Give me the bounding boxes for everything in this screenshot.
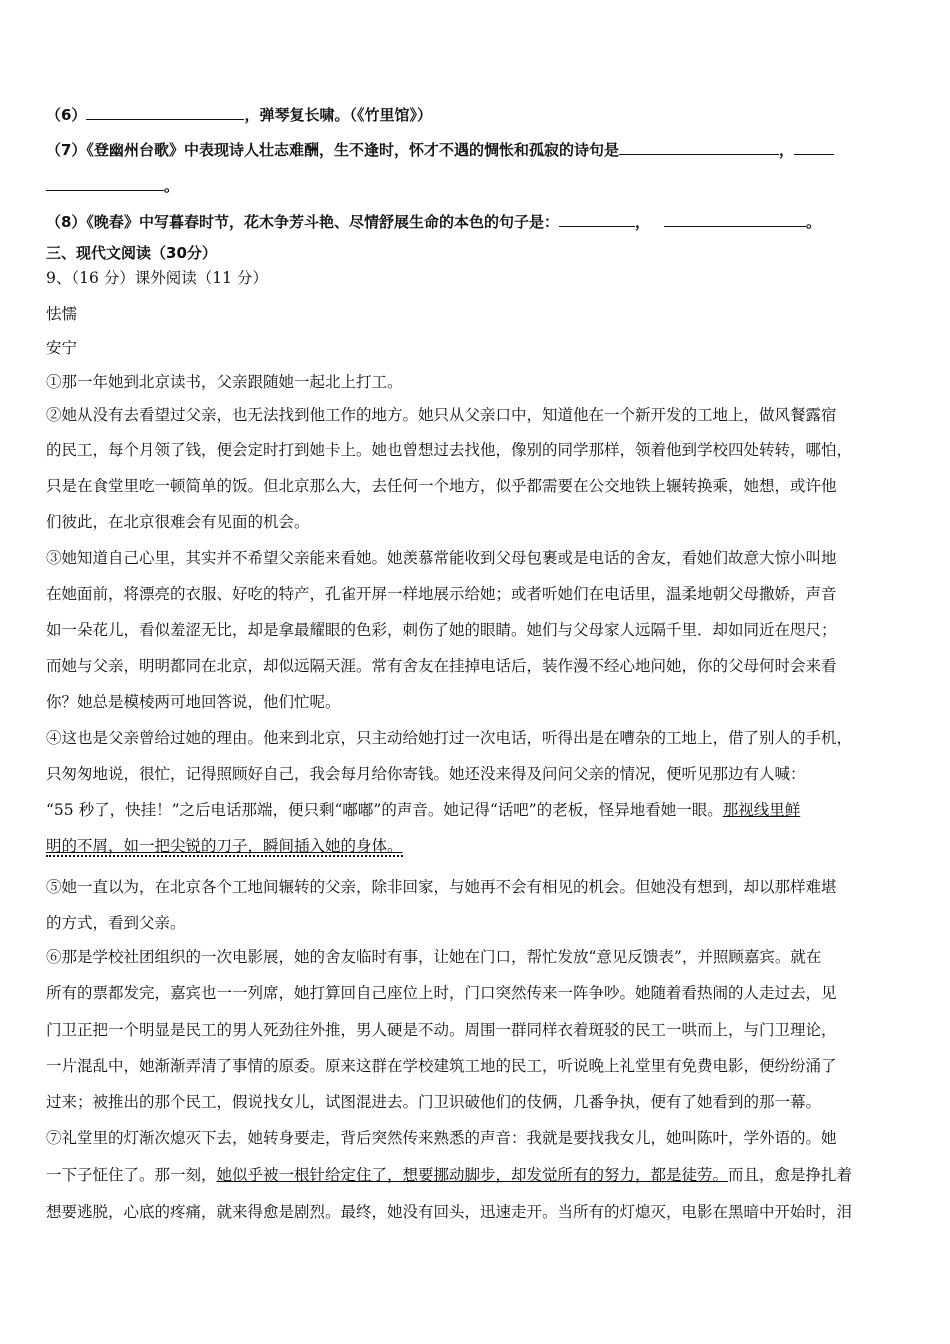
q7-end: 。 — [164, 177, 180, 195]
paragraph-6-line: 一片混乱中，她渐渐弄清了事情的原委。原来这群在学校建筑工地的民工，听说晚上礼堂里有免费电影，便纷纷涌了 — [46, 1057, 837, 1075]
paragraph-4-line — [46, 836, 910, 856]
paragraph-3-line: 如一朵花儿，看似羞涩无比，却是拿最耀眼的色彩，刺伤了她的眼睛。她们与父母家人远隔千里．却如同近在咫尺； — [46, 621, 837, 639]
paragraph-7-text: 一下子怔住了。那一刻， — [46, 1166, 217, 1184]
paragraph-7-text: 而且，愈是挣扎着 — [728, 1166, 853, 1184]
paragraph-4-line: ④这也是父亲曾给过她的理由。他来到北京，只主动给她打过一次电话，听得出是在嘈杂的工地上，借了别人的手机， — [46, 729, 853, 747]
q8-text: （8）《晚春》中写暮春时节，花木争芳斗艳、尽情舒展生命的本色的句子是： — [46, 213, 559, 231]
paragraph-6-line: 门卫正把一个明显是民工的男人死劲往外推，男人硬是不动。周围一群同样衣着斑驳的民工一哄而上，与门卫理论， — [46, 1021, 837, 1039]
question-7 — [46, 138, 910, 160]
paragraph-3-line: 在她面前，将漂亮的衣服、好吃的特产，孔雀开屏一样地展示给她；或者听她们在电话里，温柔地朝父母撒娇，声音 — [46, 585, 837, 603]
underlined-sentence: 那视线里鲜 — [722, 801, 801, 819]
paragraph-2-line: 的民工，每个月领了钱，便会定时打到她卡上。她也曾想过去找他，像别的同学那样，领着他到学校四处转转，哪怕， — [46, 441, 853, 459]
paragraph-4-text: “55 秒了，快挂！”之后电话那端，便只剩“嘟嘟”的声音。她记得“话吧”的老板，怪异地看她一眼。 — [46, 801, 723, 819]
q8-end: 。 — [805, 213, 821, 231]
paragraph-2-line: ②她从没有去看望过父亲，也无法找到他工作的地方。她只从父亲口中，知道他在一个新开发的工地上，做风餐露宿 — [46, 406, 837, 424]
question-7-continued — [46, 174, 910, 196]
q8-sep: ， — [634, 213, 650, 231]
paragraph-3-line: 而她与父亲，明明都同在北京，却似远隔天涯。常有舍友在挂掉电话后，装作漫不经心地问她，你的父母何时会来看 — [46, 657, 837, 675]
paragraph-3-line: ③她知道自己心里，其实并不希望父亲能来看她。她羡慕常能收到父母包裹或是电话的舍友，看她们故意大惊小叫地 — [46, 549, 837, 567]
paragraph-6-line: 过来；被推出的那个民工，假说找女儿，试图混进去。门卫识破他们的伎俩，几番争执，便有了她看到的那一幕。 — [46, 1093, 822, 1111]
paragraph-2-line: 们彼此，在北京很难会有见面的机会。 — [46, 513, 310, 531]
paragraph-5-line: ⑤她一直以为，在北京各个工地间辗转的父亲，除非回家，与她再不会有相见的机会。但她没有想到，却以那样难堪 — [46, 878, 837, 896]
article-author: 安宁 — [46, 339, 78, 357]
answer-blank[interactable] — [559, 210, 635, 227]
underlined-sentence: 她似乎被一根针给定住了，想要挪动脚步，却发觉所有的努力，都是徒劳。 — [216, 1166, 729, 1184]
answer-blank[interactable] — [46, 174, 164, 191]
article-title: 怯懦 — [46, 305, 78, 323]
answer-blank[interactable] — [86, 103, 244, 120]
section-heading: 三、现代文阅读（30分） — [46, 244, 217, 262]
q7-sep: ， — [778, 141, 794, 159]
q7-text: （7）《登幽州台歌》中表现诗人壮志难酬，生不逢时，怀才不遇的惆怅和孤寂的诗句是 — [46, 141, 619, 159]
paragraph-7-line — [46, 1165, 910, 1185]
paragraph-7-line: ⑦礼堂里的灯渐次熄灭下去，她转身要走，背后突然传来熟悉的声音：我就是要找我女儿，她叫陈叶，学外语的。她 — [46, 1129, 837, 1147]
paragraph-6-line: 所有的票都发完，嘉宾也一一列席，她打算回自己座位上时，门口突然传来一阵争吵。她随着看热闹的人走过去，见 — [46, 984, 837, 1002]
paragraph-4-line — [46, 800, 910, 820]
q6-prefix: （6） — [46, 106, 87, 124]
answer-blank[interactable] — [619, 138, 779, 155]
paragraph-3-line: 你？她总是模棱两可地回答说，他们忙呢。 — [46, 693, 341, 711]
question-8 — [46, 210, 910, 232]
paragraph-7-line: 想要逃脱，心底的疼痛，就来得愈是剧烈。最终，她没有回头，迅速走开。当所有的灯熄灭，电影在黑暗中开始时，泪 — [46, 1203, 853, 1221]
paragraph-6-line: ⑥那是学校社团组织的一次电影展，她的舍友临时有事，让她在门口，帮忙发放“意见反馈表”，并照顾嘉宾。就在 — [46, 948, 822, 966]
answer-blank[interactable] — [794, 138, 834, 155]
question-9-heading: 9、（16 分）课外阅读（11 分） — [46, 269, 268, 287]
paragraph-5-line: 的方式，看到父亲。 — [46, 914, 186, 932]
paragraph-4-line: 只匆匆地说，很忙，记得照顾好自己，我会每月给你寄钱。她还没来得及问问父亲的情况，便听见那边有人喊： — [46, 765, 806, 783]
underlined-sentence-continued: 明的不屑，如一把尖锐的刀子，瞬间插入她的身体。 — [46, 837, 403, 855]
question-6 — [46, 103, 910, 125]
paragraph-2-line: 只是在食堂里吃一顿简单的饭。但北京那么大，去任何一个地方，似乎都需要在公交地铁上辗转换乘，她想，或许他 — [46, 477, 837, 495]
answer-blank[interactable] — [664, 210, 806, 227]
paragraph-1: ①那一年她到北京读书，父亲跟随她一起北上打工。 — [46, 373, 403, 391]
q6-suffix: ，弹琴复长啸。（《竹里馆》） — [244, 106, 432, 124]
